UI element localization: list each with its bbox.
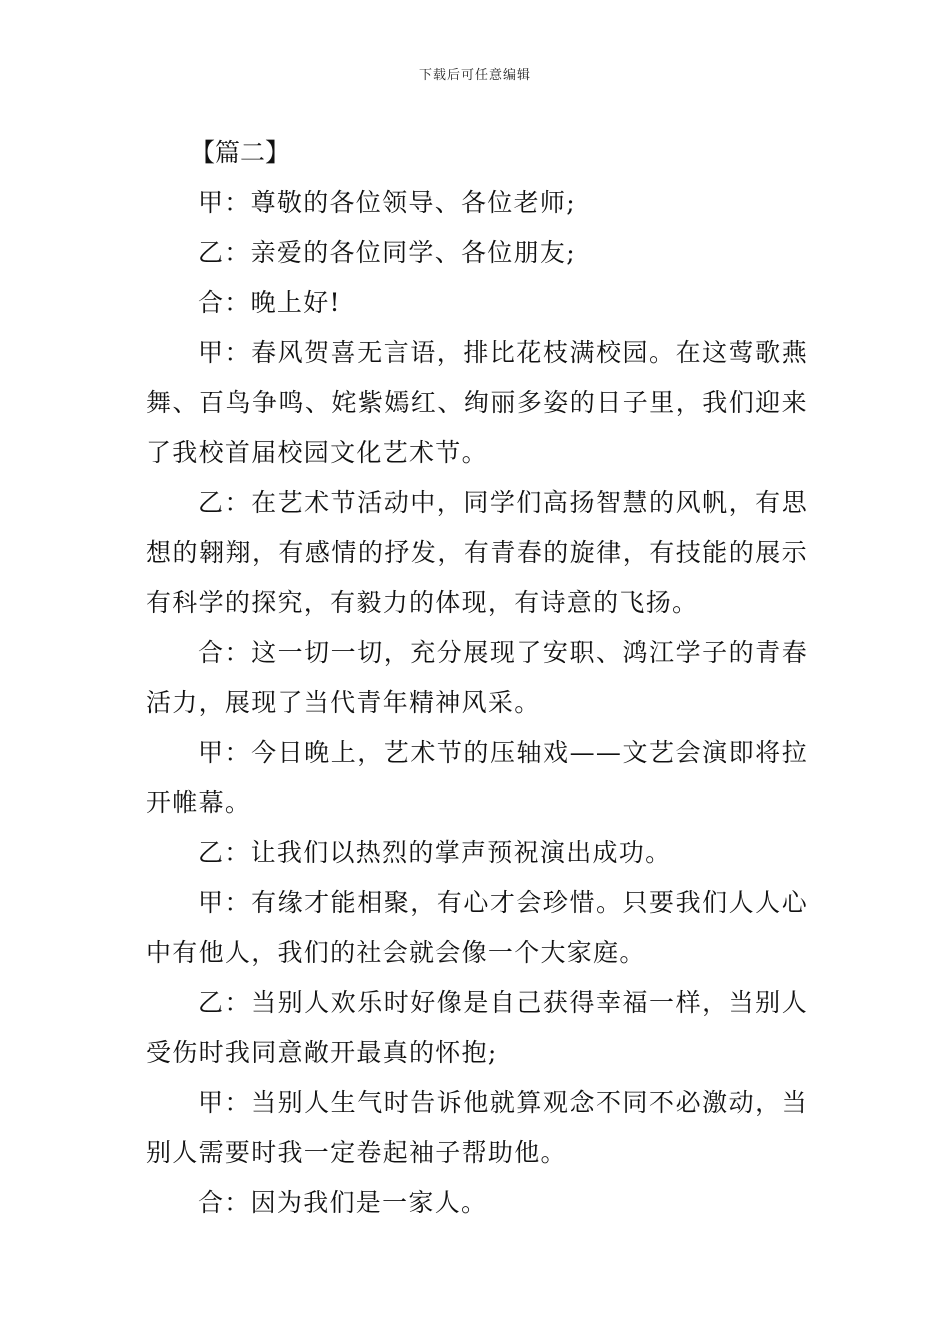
paragraph: 合：晚上好! — [198, 288, 341, 317]
paragraph: 乙：当别人欢乐时好像是自己获得幸福一样，当别人受伤时我同意敞开最真的怀抱; — [146, 988, 808, 1067]
document-body — [146, 128, 808, 1228]
paragraph: 甲：尊敬的各位领导、各位老师; — [198, 188, 576, 217]
paragraph: 甲：有缘才能相聚，有心才会珍惜。只要我们人人心中有他人，我们的社会就会像一个大家庭。 — [146, 888, 808, 967]
section-title: 【篇二】 — [190, 138, 291, 167]
paragraph: 甲：春风贺喜无言语，排比花枝满校园。在这莺歌燕舞、百鸟争鸣、姹紫嫣红、绚丽多姿的日子里，我们迎来了我校首届校园文化艺术节。 — [146, 338, 808, 467]
header-note: 下载后可任意编辑 — [418, 68, 531, 83]
paragraph: 乙：在艺术节活动中，同学们高扬智慧的风帆，有思想的翱翔，有感情的抒发，有青春的旋律，有技能的展示有科学的探究，有毅力的体现，有诗意的飞扬。 — [146, 488, 808, 617]
paragraph: 合：因为我们是一家人。 — [198, 1188, 488, 1217]
paragraph: 甲：当别人生气时告诉他就算观念不同不必激动，当别人需要时我一定卷起袖子帮助他。 — [146, 1088, 808, 1167]
paragraph: 乙：亲爱的各位同学、各位朋友; — [198, 238, 576, 267]
paragraph: 合：这一切一切，充分展现了安职、鸿江学子的青春活力，展现了当代青年精神风采。 — [146, 638, 808, 717]
paragraph: 乙：让我们以热烈的掌声预祝演出成功。 — [198, 838, 672, 867]
paragraph: 甲：今日晚上，艺术节的压轴戏——文艺会演即将拉开帷幕。 — [146, 738, 808, 817]
